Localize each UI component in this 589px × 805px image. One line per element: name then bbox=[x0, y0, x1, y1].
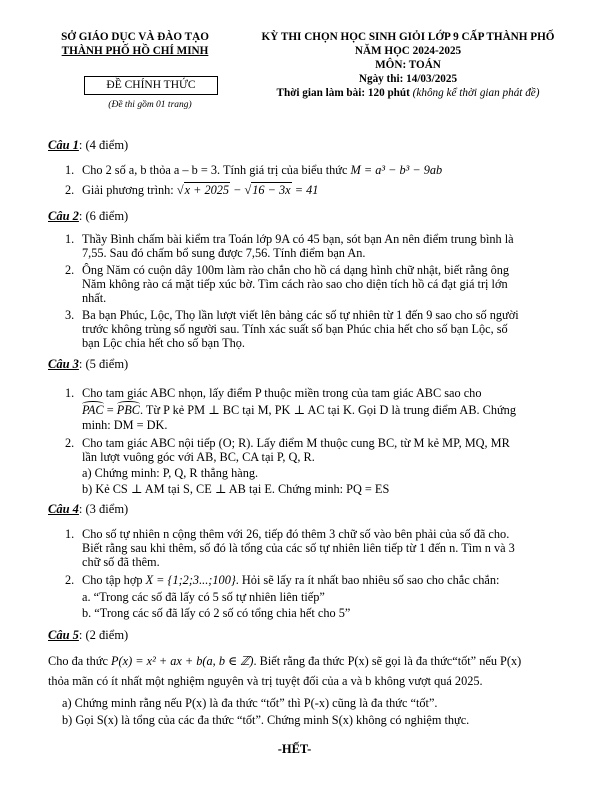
q4-item2-a: a. “Trong các số đã lấy có 5 số tự nhiên liên tiếp” bbox=[82, 590, 325, 604]
q3-item1-line2: PAC = PBC. Từ P kẻ PM ⊥ BC tại M, PK ⊥ AC tại K. Gọi D là trung điểm AB. Chứng bbox=[82, 403, 516, 417]
end-marker: -HẾT- bbox=[277, 742, 312, 756]
item-number: 1. bbox=[65, 527, 75, 541]
q1-expression: M = a³ − b³ − 9ab bbox=[350, 163, 443, 177]
q1-item1: Cho 2 số a, b thỏa a – b = 3. Tính giá trị của biểu thức M = a³ − b³ − 9ab bbox=[82, 163, 443, 177]
item-number: 2. bbox=[65, 263, 75, 277]
q3-item2-a: a) Chứng minh: P, Q, R thẳng hàng. bbox=[82, 466, 259, 480]
pages-note: (Đề thi gồm 01 trang) bbox=[108, 100, 192, 110]
school-year: NĂM HỌC 2024-2025 bbox=[354, 45, 462, 57]
duration: Thời gian làm bài: 120 phút bbox=[276, 87, 410, 99]
q3-item2-b: b) Kẻ CS ⊥ AM tại S, CE ⊥ AB tại E. Chứng minh: PQ = ES bbox=[82, 482, 390, 496]
duration-note: (không kể thời gian phát đề) bbox=[412, 87, 540, 99]
q2-item3-line3: bạn Lộc chia hết cho số bạn Thọ. bbox=[82, 336, 245, 350]
city-name: THÀNH PHỐ HỒ CHÍ MINH bbox=[61, 45, 209, 57]
q2-item2-line3: nhất. bbox=[82, 291, 107, 305]
polynomial-expression: P(x) = x² + ax + b(a, b ∈ ℤ) bbox=[111, 654, 254, 668]
question-1-title: Câu 1: (4 điểm) bbox=[48, 138, 129, 152]
exam-info-block bbox=[248, 30, 568, 100]
exam-date: Ngày thi: 14/03/2025 bbox=[358, 73, 458, 85]
exam-title: KỲ THI CHỌN HỌC SINH GIỎI LỚP 9 CẤP THÀNH PHỐ bbox=[261, 31, 555, 43]
item-number: 2. bbox=[65, 573, 75, 587]
q5-para-line1: Cho đa thức P(x) = x² + ax + b(a, b ∈ ℤ). Biết rằng đa thức P(x) sẽ gọi là đa thức“tốt” nếu P(x) bbox=[48, 654, 522, 668]
q2-item1-line2: 7,55. Sau đó chấm bổ sung được 7,56. Tính điểm bạn An. bbox=[82, 246, 366, 260]
item-number: 2. bbox=[65, 183, 75, 197]
q2-item2-line1: Ông Năm có cuộn dây 100m làm rào chắn cho hồ cá dạng hình chữ nhật, biết rằng ông bbox=[82, 263, 510, 277]
item-number: 2. bbox=[65, 436, 75, 450]
q5-part-b: b) Gọi S(x) là tổng của các đa thức “tốt”. Chứng minh S(x) không có nghiệm thực. bbox=[62, 713, 470, 727]
duration-line bbox=[248, 86, 568, 100]
item-number: 1. bbox=[65, 386, 75, 400]
q3-item2-line2: lần lượt vuông góc với AB, BC, CA tại P, Q, R. bbox=[82, 450, 315, 464]
arc-pbc: PBC bbox=[116, 403, 140, 417]
question-3-title: Câu 3: (5 điểm) bbox=[48, 357, 129, 371]
set-x: X = {1;2;3...;100} bbox=[145, 573, 236, 587]
q5-part-a: a) Chứng minh rằng nếu P(x) là đa thức “tốt” thì P(-x) cũng là đa thức “tốt”. bbox=[62, 696, 438, 710]
q2-item2-line2: Năm không rào cá mặt tiếp xúc bờ. Tìm cách rào sao cho diện tích hồ cá đạt giá trị lớn bbox=[82, 277, 508, 291]
department-block bbox=[40, 30, 230, 58]
q5-para-line2: thỏa mãn có ít nhất một nghiệm nguyên và trị tuyệt đối của a và b không vượt quá 2025. bbox=[48, 674, 483, 688]
subject: MÔN: TOÁN bbox=[375, 59, 441, 71]
question-4-title: Câu 4: (3 điểm) bbox=[48, 502, 129, 516]
q2-item3-line2: trước không trùng số người sau. Tính xác suất số bạn Phúc chia hết cho số bạn Lộc, số bbox=[82, 322, 508, 336]
arc-pac: PAC bbox=[82, 403, 104, 417]
q4-item1-line2: Biết rằng sau khi thêm, số đó là tổng của các số tự nhiên liên tiếp từ 1 đến n. Tìm n và 3 bbox=[82, 541, 515, 555]
item-number: 1. bbox=[65, 163, 75, 177]
q1-item2: Giải phương trình: √x + 2025 − √16 − 3x = 41 bbox=[82, 183, 319, 197]
question-5-title: Câu 5: (2 điểm) bbox=[48, 628, 129, 642]
q4-item1-line3: chữ số đã thêm. bbox=[82, 555, 160, 569]
q3-item1-line1: Cho tam giác ABC nhọn, lấy điểm P thuộc miền trong của tam giác ABC sao cho bbox=[82, 386, 482, 400]
item-number: 1. bbox=[65, 232, 75, 246]
q3-item1-line3: minh: DM = DK. bbox=[82, 418, 168, 432]
q4-item2: Cho tập hợp X = {1;2;3...;100}. Hỏi sẽ lấy ra ít nhất bao nhiêu số sao cho chắc chắn: bbox=[82, 573, 500, 587]
q4-item2-b: b. “Trong các số đã lấy có 2 số có tổng chia hết cho 5” bbox=[82, 606, 351, 620]
q1-equation: √x + 2025 − √16 − 3x = 41 bbox=[176, 183, 319, 197]
department-name: SỞ GIÁO DỤC VÀ ĐÀO TẠO bbox=[61, 31, 209, 43]
q2-item3-line1: Ba bạn Phúc, Lộc, Thọ lần lượt viết lên bảng các số tự nhiên từ 1 đến 9 sao cho số người bbox=[82, 308, 519, 322]
q3-item2-line1: Cho tam giác ABC nội tiếp (O; R). Lấy điểm M thuộc cung BC, từ M kẻ MP, MQ, MR bbox=[82, 436, 510, 450]
item-number: 3. bbox=[65, 308, 75, 322]
official-stamp-box: ĐỀ CHÍNH THỨC bbox=[84, 76, 218, 95]
question-2-title: Câu 2: (6 điểm) bbox=[48, 209, 129, 223]
q2-item1-line1: Thầy Bình chấm bài kiểm tra Toán lớp 9A có 45 bạn, sót bạn An nên điểm trung bình là bbox=[82, 232, 514, 246]
q4-item1-line1: Cho số tự nhiên n cộng thêm với 26, tiếp đó thêm 3 chữ số vào bên phải của số đã cho. bbox=[82, 527, 510, 541]
